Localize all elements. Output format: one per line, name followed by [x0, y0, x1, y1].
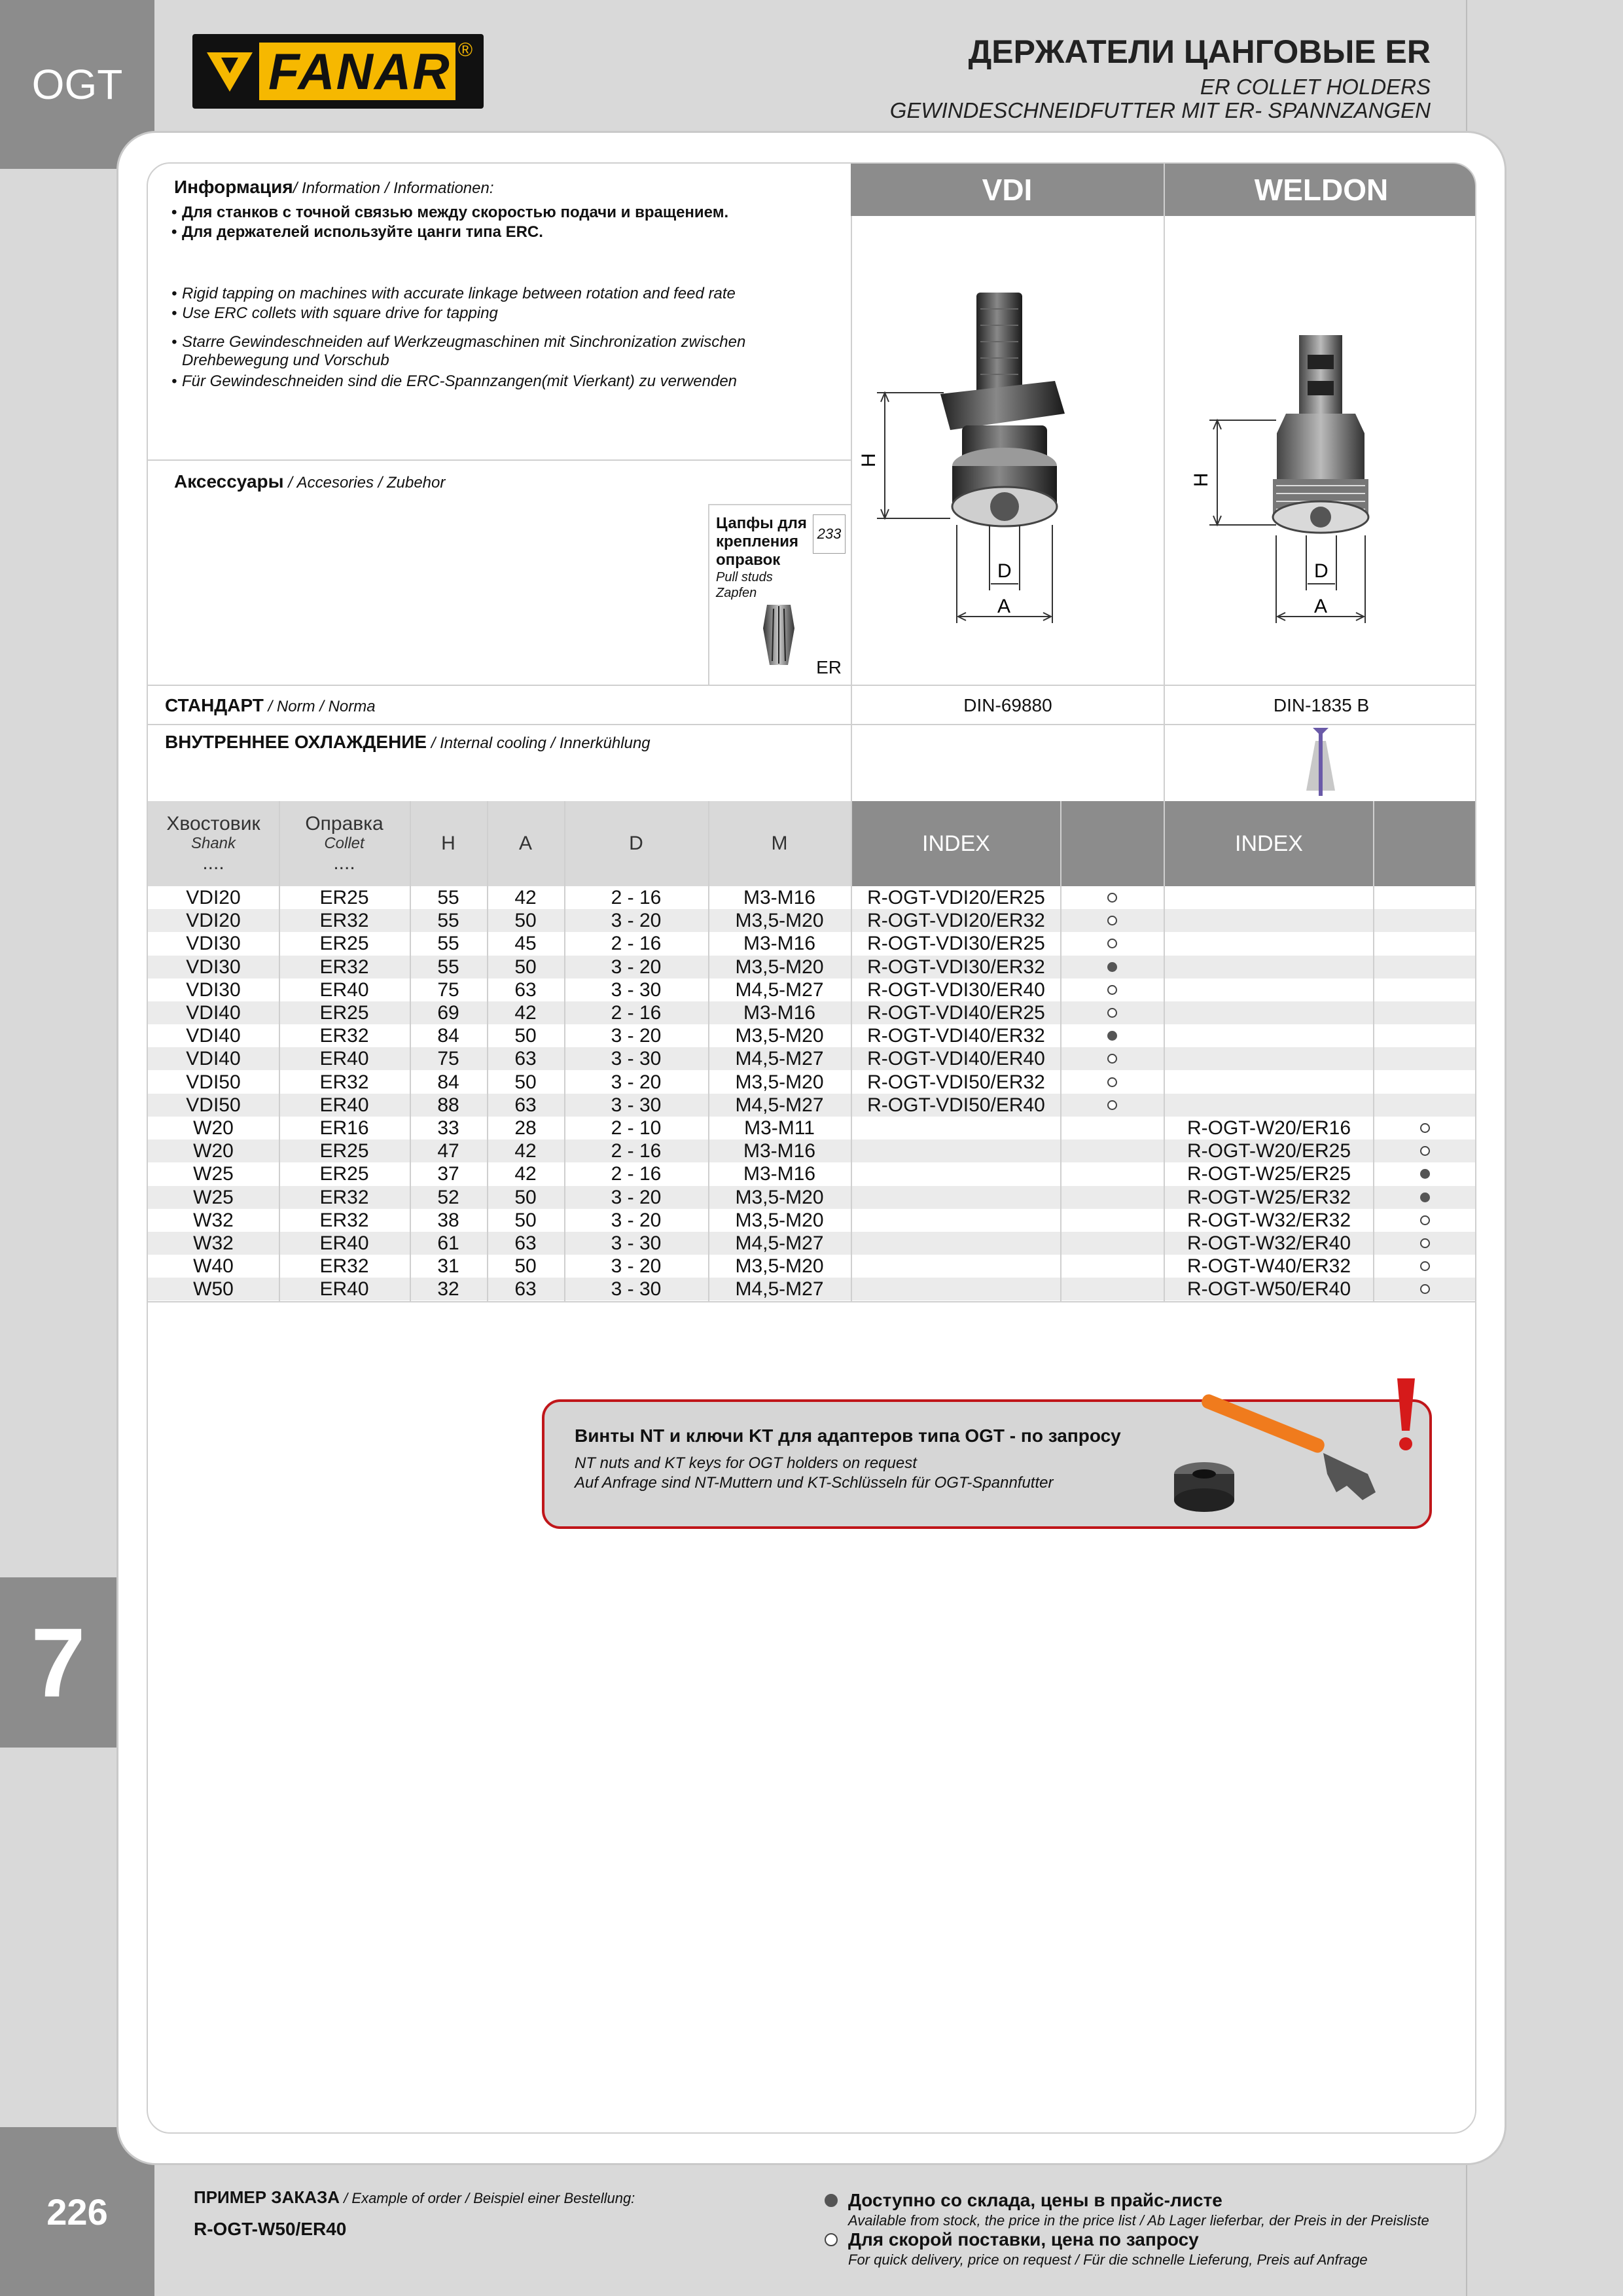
- legend-stock-text: Доступно со склада, цены в прайс-листе: [848, 2190, 1222, 2210]
- on-request-dot-icon: [1107, 939, 1117, 948]
- on-request-dot-icon: [1420, 1123, 1430, 1133]
- vdi-dim-h: H: [858, 453, 880, 467]
- info-bullet-ru-2: • Для держателей используйте цанги типа ERC.: [182, 223, 543, 242]
- cell-idx-w[interactable]: [1165, 978, 1373, 1001]
- page-title: ДЕРЖАТЕЛИ ЦАНГОВЫЕ ER: [968, 33, 1431, 70]
- table-row: [148, 1071, 1476, 1094]
- cell-collet: ER25: [319, 933, 369, 955]
- accessories-title: Аксессуары / Accesories / Zubehor: [174, 471, 446, 492]
- info-title: Информация/ Information / Informationen:: [174, 177, 494, 197]
- chapter-number: 7: [31, 1607, 86, 1717]
- on-request-dot-icon: [1420, 1261, 1430, 1271]
- cell-a: 50: [514, 1255, 537, 1278]
- cell-idx-vdi[interactable]: [852, 1255, 1060, 1278]
- cell-d: 3 - 20: [611, 1255, 662, 1278]
- cell-h: 37: [437, 1163, 459, 1185]
- table-row: [148, 1232, 1476, 1255]
- pull-studs-label-ru: Цапфы для крепления оправок: [716, 514, 807, 569]
- cell-idx-w[interactable]: [1165, 1071, 1373, 1094]
- table-row: [148, 1024, 1476, 1047]
- cell-shank: W20: [193, 1140, 234, 1162]
- in-stock-dot-icon: [1420, 1169, 1430, 1179]
- cell-idx-vdi[interactable]: R-OGT-VDI40/ER32: [867, 1025, 1045, 1047]
- er-collet-icon: [759, 602, 798, 668]
- pull-studs-label-de: Zapfen: [716, 586, 757, 600]
- table-row: [148, 909, 1476, 932]
- order-example-value: R-OGT-W50/ER40: [194, 2219, 347, 2239]
- cell-m: M4,5-M27: [735, 1094, 824, 1116]
- cell-collet: ER16: [319, 1117, 369, 1139]
- table-row: [148, 956, 1476, 978]
- cell-collet: ER32: [319, 910, 369, 932]
- in-stock-dot-icon: [1107, 1031, 1117, 1041]
- legend-stock-subtext: Available from stock, the price in the price list / Ab Lager lieferbar, der Preis in der Preisliste: [848, 2212, 1429, 2229]
- cell-shank: W25: [193, 1186, 234, 1208]
- cell-m: M4,5-M27: [735, 978, 824, 1001]
- cell-idx-vdi[interactable]: [852, 1209, 1060, 1232]
- cell-a: 50: [514, 1025, 537, 1047]
- cell-collet: ER32: [319, 1071, 369, 1093]
- table-row: [148, 978, 1476, 1001]
- cell-idx-vdi[interactable]: R-OGT-VDI50/ER32: [867, 1071, 1045, 1093]
- cell-idx-vdi[interactable]: R-OGT-VDI20/ER32: [867, 910, 1045, 932]
- cell-d: 3 - 30: [611, 978, 662, 1001]
- th-d: D: [629, 833, 643, 854]
- cell-idx-w[interactable]: [1165, 909, 1373, 932]
- cell-d: 3 - 30: [611, 1048, 662, 1070]
- cell-m: M3,5-M20: [735, 1071, 824, 1093]
- cell-idx-w[interactable]: R-OGT-W20/ER25: [1186, 1140, 1351, 1162]
- cell-d: 3 - 30: [611, 1094, 662, 1116]
- cell-idx-w[interactable]: R-OGT-W40/ER32: [1186, 1255, 1351, 1278]
- order-example-label: ПРИМЕР ЗАКАЗА / Example of order / Beispiel einer Bestellung:: [194, 2187, 635, 2207]
- cell-idx-vdi[interactable]: R-OGT-VDI20/ER25: [867, 887, 1045, 908]
- cell-d: 3 - 20: [611, 1025, 662, 1047]
- on-request-dot-icon: [1107, 893, 1117, 903]
- on-request-dot-icon: [1107, 985, 1117, 995]
- internal-cooling-icon: [1301, 728, 1340, 796]
- chapter-tab[interactable]: [0, 1577, 116, 1748]
- table-row: [148, 1047, 1476, 1070]
- logo-v-icon: [204, 46, 255, 97]
- cell-a: 50: [514, 1209, 537, 1231]
- notice-ru: Винты NT и ключи KT для адаптеров типа OGT - по запросу: [575, 1426, 1121, 1446]
- cell-m: M3-M16: [743, 887, 816, 908]
- cell-h: 69: [437, 1002, 459, 1024]
- cell-idx-vdi[interactable]: R-OGT-VDI30/ER32: [867, 956, 1045, 978]
- cell-idx-w[interactable]: [1165, 1024, 1373, 1047]
- cell-d: 2 - 16: [611, 933, 662, 955]
- cell-shank: VDI50: [186, 1071, 241, 1093]
- cell-m: M3-M16: [743, 1140, 816, 1162]
- cell-idx-vdi[interactable]: [852, 1117, 1060, 1139]
- pull-studs-page-ref[interactable]: 233: [813, 514, 846, 554]
- info-bullet-de-2: • Für Gewindeschneiden sind die ERC-Spannzangen(mit Vierkant) zu verwenden: [182, 372, 737, 391]
- info-bullet-ru-1: • Для станков с точной связью между скоростью подачи и вращением.: [182, 203, 728, 223]
- cell-m: M3,5-M20: [735, 1025, 824, 1047]
- cell-shank: VDI20: [186, 910, 241, 932]
- cell-idx-w[interactable]: [1165, 1001, 1373, 1024]
- table-row: [148, 932, 1476, 955]
- cell-m: M3-M16: [743, 1002, 816, 1024]
- cell-idx-w[interactable]: [1165, 886, 1373, 909]
- table-row: [148, 1209, 1476, 1232]
- cell-h: 75: [437, 1048, 459, 1070]
- cell-h: 75: [437, 978, 459, 1001]
- cell-h: 52: [437, 1186, 459, 1208]
- table-row: [148, 1278, 1476, 1300]
- cell-h: 55: [437, 933, 459, 955]
- cell-shank: VDI50: [186, 1094, 241, 1116]
- cell-a: 50: [514, 1071, 537, 1093]
- on-request-dot-icon: [1420, 1146, 1430, 1156]
- cell-shank: VDI40: [186, 1048, 241, 1070]
- vdi-dim-a: A: [997, 596, 1011, 617]
- cell-idx-w[interactable]: [1165, 956, 1373, 978]
- in-stock-dot-icon: [1107, 962, 1117, 972]
- cell-idx-w[interactable]: R-OGT-W32/ER32: [1186, 1209, 1351, 1231]
- cooling-label: ВНУТРЕННЕЕ ОХЛАЖДЕНИЕ / Internal cooling / Innerkühlung: [165, 732, 651, 752]
- cell-m: M3,5-M20: [735, 956, 824, 978]
- th-shank: Хвостовик Shank ....: [166, 813, 260, 874]
- cell-collet: ER32: [319, 1025, 369, 1047]
- cell-h: 33: [437, 1117, 459, 1139]
- on-request-dot-icon: [1420, 1215, 1430, 1225]
- cell-d: 3 - 30: [611, 1278, 662, 1300]
- cell-h: 38: [437, 1209, 459, 1231]
- product-sheet: [147, 162, 1476, 2134]
- cell-h: 55: [437, 910, 459, 932]
- cell-m: M3,5-M20: [735, 910, 824, 932]
- cell-d: 3 - 20: [611, 1209, 662, 1231]
- cell-idx-vdi[interactable]: [852, 1139, 1060, 1162]
- cell-a: 63: [514, 1232, 537, 1254]
- cell-a: 42: [514, 1140, 537, 1162]
- cell-shank: VDI20: [186, 887, 241, 908]
- cell-m: M3-M16: [743, 1163, 816, 1185]
- cell-a: 42: [514, 887, 537, 908]
- table-row: [148, 1094, 1476, 1117]
- table-column-divider: [487, 801, 488, 1301]
- logo-registered-mark: ®: [458, 39, 473, 61]
- table-bottom-line: [148, 1301, 1476, 1302]
- cell-h: 32: [437, 1278, 459, 1300]
- weldon-dim-d: D: [1314, 560, 1329, 582]
- table-column-divider: [1060, 801, 1061, 1301]
- cell-a: 50: [514, 1186, 537, 1208]
- on-request-dot-icon: [1420, 1284, 1430, 1294]
- cell-collet: ER40: [319, 1048, 369, 1070]
- weldon-dim-a: A: [1314, 596, 1328, 617]
- on-request-dot-icon: [1107, 916, 1117, 925]
- on-request-dot-icon: [1107, 1008, 1117, 1018]
- brand-logo: [192, 34, 484, 109]
- cell-collet: ER40: [319, 1094, 369, 1116]
- cell-idx-vdi[interactable]: [852, 1232, 1060, 1255]
- cell-d: 3 - 20: [611, 956, 662, 978]
- table-column-divider: [1373, 801, 1374, 1301]
- cell-d: 3 - 30: [611, 1232, 662, 1254]
- in-stock-dot-icon: [1420, 1193, 1430, 1202]
- filled-dot-icon: [825, 2194, 838, 2207]
- th-index-weldon: INDEX: [1165, 801, 1373, 886]
- cell-idx-vdi[interactable]: R-OGT-VDI50/ER40: [867, 1094, 1045, 1116]
- page-subtitle-de: GEWINDESCHNEIDFUTTER MIT ER- SPANNZANGEN: [889, 98, 1431, 122]
- th-h: H: [441, 833, 455, 854]
- cell-idx-w[interactable]: [1165, 932, 1373, 955]
- table-row: [148, 1255, 1476, 1278]
- cell-h: 61: [437, 1232, 459, 1254]
- legend-order-subtext: For quick delivery, price on request / Für die schnelle Lieferung, Preis auf Anfrage: [848, 2251, 1368, 2268]
- notice-de: Auf Anfrage sind NT-Muttern und KT-Schlüsseln für OGT-Spannfutter: [575, 1474, 1054, 1492]
- th-index-vdi: INDEX: [852, 801, 1060, 886]
- on-request-dot-icon: [1107, 1054, 1117, 1064]
- cell-shank: W32: [193, 1232, 234, 1254]
- empty-dot-icon: [825, 2233, 838, 2246]
- cell-idx-w[interactable]: R-OGT-W32/ER40: [1186, 1232, 1351, 1254]
- cell-m: M4,5-M27: [735, 1048, 824, 1070]
- table-row: [148, 1186, 1476, 1209]
- cell-m: M4,5-M27: [735, 1232, 824, 1254]
- cell-h: 55: [437, 956, 459, 978]
- cell-collet: ER25: [319, 1140, 369, 1162]
- info-bullet-de-1: • Starre Gewindeschneiden auf Werkzeugmaschinen mit Sinchronization zwischen: [182, 332, 745, 352]
- cell-shank: W32: [193, 1209, 234, 1231]
- cell-collet: ER40: [319, 1278, 369, 1300]
- cell-idx-vdi[interactable]: R-OGT-VDI30/ER40: [867, 978, 1045, 1001]
- cell-d: 2 - 16: [611, 1163, 662, 1185]
- th-stock-vdi: [1061, 801, 1164, 886]
- th-collet: Оправка Collet ....: [305, 813, 383, 874]
- standard-weldon: DIN-1835 B: [1273, 695, 1370, 715]
- cell-d: 3 - 20: [611, 910, 662, 932]
- cell-idx-w[interactable]: R-OGT-W50/ER40: [1186, 1278, 1351, 1300]
- vdi-holder-drawing: [852, 217, 1164, 683]
- cell-a: 63: [514, 1048, 537, 1070]
- table-row: [148, 1117, 1476, 1139]
- vdi-dim-d: D: [997, 560, 1012, 582]
- standard-vdi: DIN-69880: [963, 695, 1052, 715]
- cell-m: M3-M11: [744, 1117, 815, 1139]
- cell-a: 63: [514, 1278, 537, 1300]
- info-bullet-de-1-cont: Drehbewegung und Vorschub: [182, 351, 389, 369]
- page-subtitle-en: ER COLLET HOLDERS: [1200, 75, 1431, 99]
- cell-idx-w[interactable]: [1165, 1047, 1373, 1070]
- notice-en: NT nuts and KT keys for OGT holders on request: [575, 1454, 917, 1472]
- accessory-notice: [542, 1399, 1432, 1529]
- cell-collet: ER32: [319, 1186, 369, 1208]
- cell-idx-w[interactable]: R-OGT-W25/ER25: [1186, 1163, 1351, 1185]
- cell-m: M3,5-M20: [735, 1209, 824, 1231]
- column-header-weldon: WELDON: [1165, 164, 1476, 216]
- cell-h: 31: [437, 1255, 459, 1278]
- cell-d: 2 - 16: [611, 1140, 662, 1162]
- weldon-dim-h: H: [1190, 473, 1212, 487]
- cell-m: M3,5-M20: [735, 1186, 824, 1208]
- column-header-vdi: VDI: [851, 164, 1164, 216]
- cell-idx-vdi[interactable]: R-OGT-VDI30/ER25: [867, 933, 1045, 955]
- cell-h: 84: [437, 1071, 459, 1093]
- wrench-and-nut-icon: [1171, 1376, 1433, 1526]
- cell-idx-w[interactable]: R-OGT-W20/ER16: [1186, 1117, 1351, 1139]
- cell-m: M3,5-M20: [735, 1255, 824, 1278]
- cell-collet: ER40: [319, 978, 369, 1001]
- cell-d: 3 - 20: [611, 1071, 662, 1093]
- cell-a: 63: [514, 1094, 537, 1116]
- cell-d: 2 - 16: [611, 1002, 662, 1024]
- cell-idx-vdi[interactable]: [852, 1186, 1060, 1209]
- weldon-holder-drawing: [1165, 217, 1476, 683]
- cell-shank: VDI30: [186, 978, 241, 1001]
- info-bullet-en-2: • Use ERC collets with square drive for tapping: [182, 304, 498, 323]
- cell-a: 42: [514, 1002, 537, 1024]
- cell-shank: VDI40: [186, 1002, 241, 1024]
- cell-collet: ER32: [319, 1209, 369, 1231]
- table-column-divider: [851, 801, 852, 1301]
- cell-shank: VDI40: [186, 1025, 241, 1047]
- er-collet-label: ER: [816, 657, 842, 677]
- table-row: [148, 1001, 1476, 1024]
- cell-h: 55: [437, 887, 459, 908]
- th-m: M: [771, 833, 788, 854]
- cell-idx-vdi[interactable]: [852, 1162, 1060, 1185]
- cell-idx-vdi[interactable]: R-OGT-VDI40/ER25: [867, 1002, 1045, 1024]
- section-label: OGT: [31, 61, 123, 108]
- table-column-divider: [410, 801, 411, 1301]
- cell-idx-w[interactable]: R-OGT-W25/ER32: [1186, 1186, 1351, 1208]
- on-request-dot-icon: [1107, 1100, 1117, 1110]
- on-request-dot-icon: [1107, 1077, 1117, 1087]
- logo-wordmark: FANAR: [259, 43, 455, 100]
- cell-collet: ER40: [319, 1232, 369, 1254]
- table-column-divider: [708, 801, 709, 1301]
- cell-collet: ER32: [319, 1255, 369, 1278]
- cell-idx-w[interactable]: [1165, 1094, 1373, 1117]
- cell-shank: VDI30: [186, 933, 241, 955]
- cell-shank: VDI30: [186, 956, 241, 978]
- cell-h: 47: [437, 1140, 459, 1162]
- cell-shank: W25: [193, 1163, 234, 1185]
- info-bullet-en-1: • Rigid tapping on machines with accurate linkage between rotation and feed rate: [182, 284, 736, 304]
- cell-m: M3-M16: [743, 933, 816, 955]
- cell-shank: W20: [193, 1117, 234, 1139]
- pull-studs-label-en: Pull studs: [716, 570, 773, 584]
- cell-shank: W50: [193, 1278, 234, 1300]
- cell-d: 2 - 10: [611, 1117, 662, 1139]
- table-row: [148, 1139, 1476, 1162]
- divider: [148, 459, 852, 461]
- cell-a: 50: [514, 956, 537, 978]
- cell-idx-vdi[interactable]: R-OGT-VDI40/ER40: [867, 1048, 1045, 1070]
- table-column-divider: [564, 801, 565, 1301]
- cell-shank: W40: [193, 1255, 234, 1278]
- cell-idx-vdi[interactable]: [852, 1278, 1060, 1300]
- th-stock-weldon: [1374, 801, 1476, 886]
- cell-collet: ER25: [319, 1163, 369, 1185]
- cell-a: 45: [514, 933, 537, 955]
- cell-a: 42: [514, 1163, 537, 1185]
- on-request-dot-icon: [1420, 1238, 1430, 1248]
- table-column-divider: [279, 801, 280, 1301]
- cell-collet: ER25: [319, 1002, 369, 1024]
- page-number: 226: [46, 2191, 108, 2233]
- cell-d: 3 - 20: [611, 1186, 662, 1208]
- cell-m: M4,5-M27: [735, 1278, 824, 1300]
- cell-collet: ER25: [319, 887, 369, 908]
- cell-h: 84: [437, 1025, 459, 1047]
- cell-a: 28: [514, 1117, 537, 1139]
- cell-d: 2 - 16: [611, 887, 662, 908]
- cell-collet: ER32: [319, 956, 369, 978]
- divider: [148, 724, 1476, 725]
- th-a: A: [518, 833, 532, 854]
- cell-h: 88: [437, 1094, 459, 1116]
- cell-a: 50: [514, 910, 537, 932]
- standard-label: СТАНДАРТ / Norm / Norma: [165, 695, 376, 715]
- cell-a: 63: [514, 978, 537, 1001]
- table-column-divider: [1164, 801, 1165, 1301]
- table-row: [148, 1162, 1476, 1185]
- pull-studs-reference[interactable]: [708, 504, 852, 686]
- legend-order-text: Для скорой поставки, цена по запросу: [848, 2229, 1199, 2250]
- table-row: [148, 886, 1476, 909]
